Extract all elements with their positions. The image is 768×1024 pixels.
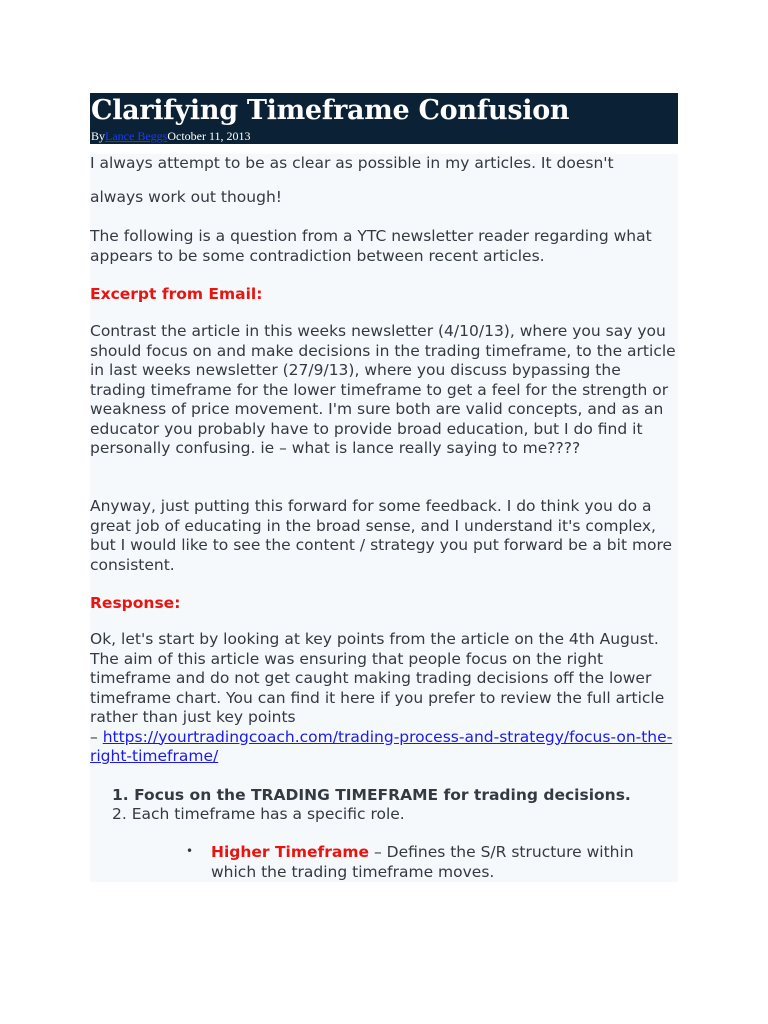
excerpt-heading: Excerpt from Email: bbox=[90, 285, 263, 303]
list-item bbox=[112, 786, 678, 806]
list-text: Each timeframe has a specific role. bbox=[131, 805, 405, 823]
article-link[interactable]: https://yourtradingcoach.com/trading-process-and-strategy/focus-on-the-right-timeframe/ bbox=[90, 727, 673, 765]
byline bbox=[91, 129, 251, 143]
list-text: Focus on the TRADING TIMEFRAME for trading decisions. bbox=[134, 786, 631, 804]
bullet-icon: • bbox=[186, 844, 194, 858]
bullet-description: – Defines the S/R structure within which the trading timeframe moves. bbox=[211, 843, 634, 881]
response-heading: Response: bbox=[90, 594, 181, 612]
article-body bbox=[90, 154, 678, 882]
intro-line-2: always work out though! bbox=[90, 188, 282, 206]
article-header bbox=[90, 93, 678, 144]
list-item bbox=[112, 805, 678, 825]
email-paragraph-2: Anyway, just putting this forward for some feedback. I do think you do a great job of educating in the broad sense, and I understand it's complex, but I would like to see the content / strategy you put forward be a bit more consistent. bbox=[90, 497, 673, 574]
publish-date: October 11, 2013 bbox=[167, 129, 251, 143]
email-paragraph-1: Contrast the article in this weeks newsletter (4/10/13), where you say you should focus on and make decisions in the trading timeframe, to the article in last weeks newsletter (27/9/13), where you discuss bypassing the trading timeframe for the lower timeframe to get a feel for the strength or weakness of price movement. I'm sure both are valid concepts, and as an educator you probably have to provide broad education, but I do find it personally confusing. ie – what is lance really saying to me???? bbox=[90, 322, 676, 457]
author-link[interactable]: Lance Beggs bbox=[105, 129, 168, 143]
intro-line-1: I always attempt to be as clear as possible in my articles. It doesn't bbox=[90, 154, 614, 172]
list-number: 2. bbox=[112, 805, 127, 823]
bullet-item bbox=[211, 843, 678, 882]
link-prefix: – bbox=[90, 727, 103, 746]
bullet-term: Higher Timeframe bbox=[211, 843, 370, 861]
response-text: Ok, let's start by looking at key points from the article on the 4th August. The aim of this article was ensuring that people focus on the right timeframe and do not get caught making trading decisions off the lower timeframe chart. You can find it here if you prefer to review the full article rather than just key points bbox=[90, 630, 665, 726]
article-title: Clarifying Timeframe Confusion bbox=[91, 95, 570, 126]
response-paragraph bbox=[90, 630, 678, 767]
byline-prefix: By bbox=[91, 129, 106, 143]
list-number: 1. bbox=[112, 786, 129, 804]
question-intro: The following is a question from a YTC newsletter reader regarding what appears to be some contradiction between recent articles. bbox=[90, 227, 652, 265]
